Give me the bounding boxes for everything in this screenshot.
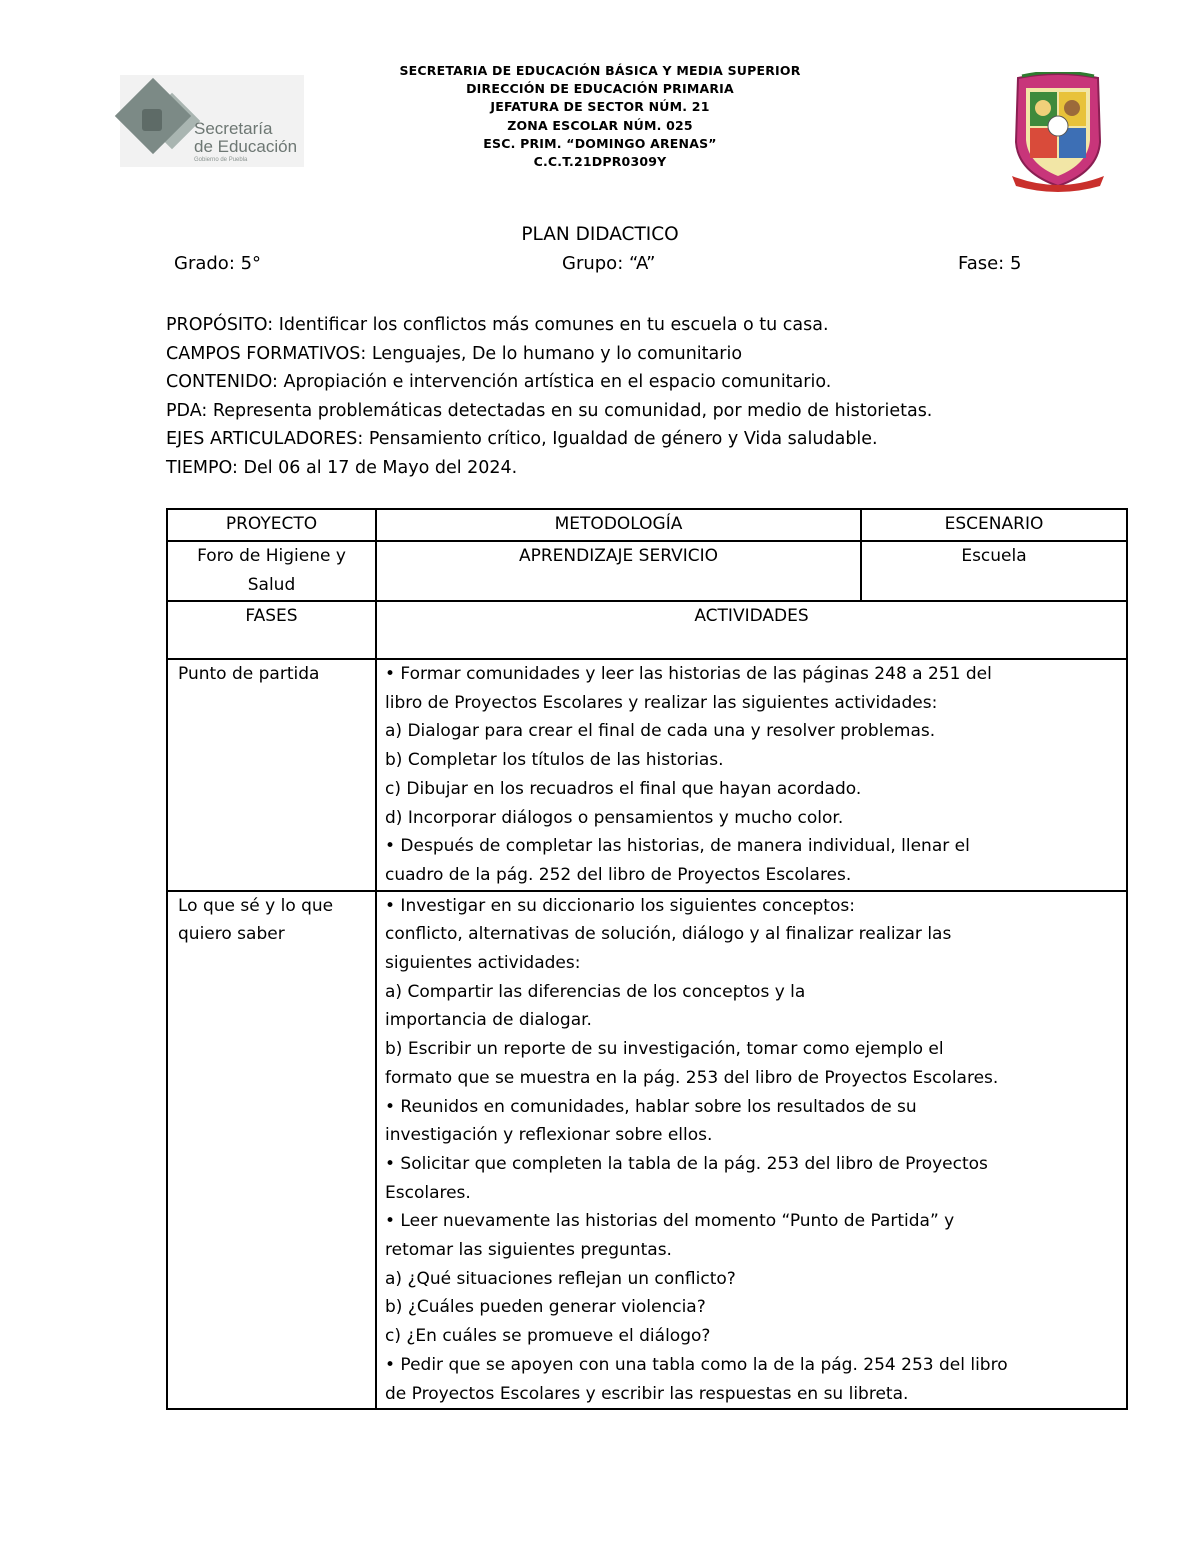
header-fases: FASES <box>167 601 376 659</box>
info-proposito: PROPÓSITO: Identificar los conflictos más comunes en tu escuela o tu casa. <box>166 315 829 335</box>
fase-activities <box>376 659 1127 891</box>
plan-table <box>166 508 1128 1410</box>
activity-line: formato que se muestra en la pág. 253 del libro de Proyectos Escolares. <box>385 1067 999 1088</box>
plan-info <box>166 311 1126 483</box>
secretaria-logo <box>120 75 304 167</box>
header-escenario: ESCENARIO <box>861 509 1127 541</box>
activity-line: retomar las siguientes preguntas. <box>385 1240 672 1261</box>
table-row <box>167 541 1127 601</box>
header-metodologia: METODOLOGÍA <box>376 509 861 541</box>
activity-line: de Proyectos Escolares y escribir las respuestas en su libreta. <box>385 1383 909 1404</box>
fase-label: Fase: 5 <box>958 253 1022 274</box>
activity-line: c) Dibujar en los recuadros el final que hayan acordado. <box>385 778 862 799</box>
table-row <box>167 659 1127 891</box>
header-proyecto: PROYECTO <box>167 509 376 541</box>
table-row <box>167 509 1127 541</box>
logo-text: Secretaría <box>194 119 273 138</box>
activity-line: b) Completar los títulos de las historias. <box>385 750 724 771</box>
activity-line: cuadro de la pág. 252 del libro de Proyectos Escolares. <box>385 864 852 885</box>
activity-line: siguientes actividades: <box>385 953 581 974</box>
institution-header <box>300 62 900 171</box>
page-title: PLAN DIDACTICO <box>521 224 679 245</box>
header-line: DIRECCIÓN DE EDUCACIÓN PRIMARIA <box>466 81 734 97</box>
info-ejes: EJES ARTICULADORES: Pensamiento crítico, Igualdad de género y Vida saludable. <box>166 429 878 450</box>
activity-line: • Leer nuevamente las historias del momento “Punto de Partida” y <box>385 1211 955 1232</box>
activity-line: Escolares. <box>385 1182 471 1203</box>
cell-metodologia: APRENDIZAJE SERVICIO <box>376 541 861 601</box>
activity-line: investigación y reflexionar sobre ellos. <box>385 1125 713 1146</box>
cell-escenario: Escuela <box>861 541 1127 601</box>
info-pda: PDA: Representa problemáticas detectadas en su comunidad, por medio de historietas. <box>166 400 933 421</box>
cell-text: quiero saber <box>178 924 285 945</box>
info-tiempo: TIEMPO: Del 06 al 17 de Mayo del 2024. <box>166 457 518 478</box>
activity-line: • Investigar en su diccionario los siguientes conceptos: <box>385 895 855 916</box>
logo-text: de Educación <box>194 137 298 156</box>
cell-text: Salud <box>247 574 296 595</box>
activity-line: d) Incorporar diálogos o pensamientos y mucho color. <box>385 807 844 828</box>
activity-line: c) ¿En cuáles se promueve el diálogo? <box>385 1326 711 1347</box>
activity-line: • Reunidos en comunidades, hablar sobre los resultados de su <box>385 1096 917 1117</box>
activity-line: a) Dialogar para crear el final de cada una y resolver problemas. <box>385 721 936 742</box>
header-line: ESC. PRIM. “DOMINGO ARENAS” <box>483 135 717 151</box>
logo-text: Gobierno de Puebla <box>194 157 248 163</box>
seal-icon <box>142 109 162 131</box>
school-crest-logo <box>1008 72 1108 194</box>
activity-line: b) ¿Cuáles pueden generar violencia? <box>385 1297 706 1318</box>
activity-line: • Después de completar las historias, de manera individual, llenar el <box>385 836 970 857</box>
activity-line: importancia de dialogar. <box>385 1010 592 1031</box>
grupo-label: Grupo: “A” <box>562 253 656 274</box>
header-line: C.C.T.21DPR0309Y <box>533 154 667 170</box>
header-actividades: ACTIVIDADES <box>376 601 1127 659</box>
header-line: JEFATURA DE SECTOR NÚM. 21 <box>490 99 710 115</box>
cell-proyecto <box>167 541 376 601</box>
activity-line: a) ¿Qué situaciones reflejan un conflicto? <box>385 1268 736 1289</box>
activity-line: • Formar comunidades y leer las historias de las páginas 248 a 251 del <box>385 664 992 684</box>
grado-label: Grado: 5° <box>174 253 262 274</box>
table-row <box>167 601 1127 659</box>
cell-text: Foro de Higiene y <box>197 546 346 566</box>
activity-line: b) Escribir un reporte de su investigación, tomar como ejemplo el <box>385 1039 944 1060</box>
header-line: ZONA ESCOLAR NÚM. 025 <box>507 117 693 133</box>
cell-text: Lo que sé y lo que <box>178 895 334 916</box>
info-campos: CAMPOS FORMATIVOS: Lenguajes, De lo humano y lo comunitario <box>166 343 743 364</box>
activity-line: a) Compartir las diferencias de los conceptos y la <box>385 981 806 1002</box>
activity-line: • Solicitar que completen la tabla de la pág. 253 del libro de Proyectos <box>385 1153 988 1174</box>
fase-name <box>167 891 376 1410</box>
info-contenido: CONTENIDO: Apropiación e intervención artística en el espacio comunitario. <box>166 372 832 393</box>
fase-name: Punto de partida <box>167 659 376 891</box>
activity-line: conflicto, alternativas de solución, diálogo y al finalizar realizar las <box>385 924 952 945</box>
fase-activities <box>376 891 1127 1410</box>
activity-line: • Pedir que se apoyen con una tabla como la de la pág. 254 253 del libro <box>385 1354 1008 1375</box>
header-line: SECRETARIA DE EDUCACIÓN BÁSICA Y MEDIA SUPERIOR <box>399 63 801 78</box>
activity-line: libro de Proyectos Escolares y realizar las siguientes actividades: <box>385 692 938 713</box>
table-row <box>167 891 1127 1410</box>
